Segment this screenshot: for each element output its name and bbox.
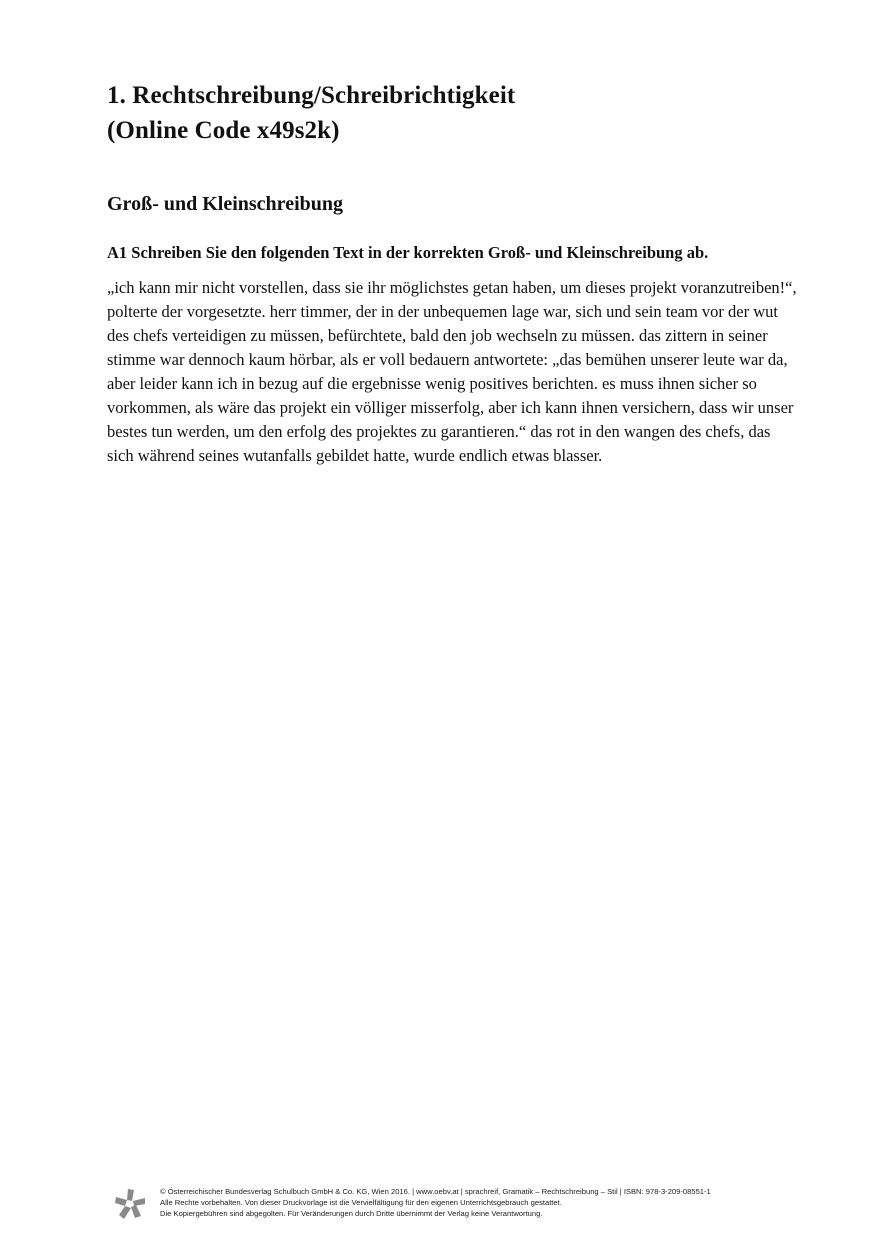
exercise-text: „ich kann mir nicht vorstellen, dass sie ihr möglichstes getan haben, um dieses projekt voranzutreiben!“, polterte der vorgesetzte. herr timmer, der in der unbequemen lage war, sich und sein team vor der wut des chefs verteidigen zu müssen, befürchtete, bald den job wechseln zu müssen. das zittern in seiner stimme war dennoch kaum hörbar, als er voll bedauern antwortete: „das bemühen unserer leute war da, aber leider kann ich in bezug auf die ergebnisse wenig positives berichten. es muss ihnen sicher so vorkommen, als wäre das projekt ein völliger misserfolg, aber ich kann ihnen versichern, dass wir unser bestes tun werden, um den erfolg des projektes zu garantieren.“ das rot in den wangen des chefs, das sich während seines wutanfalls gebildet hatte, wurde endlich etwas blasser.	[107, 278, 797, 465]
copyright-line-1: © Österreichischer Bundesverlag Schulbuch GmbH & Co. KG, Wien 2016. | www.oebv.at | sprachreif, Gramatik – Rechtschreibung – Stil | ISBN: 978-3-209-08551-1	[160, 1187, 711, 1196]
section-heading: Groß- und Kleinschreibung	[107, 193, 343, 215]
copyright-line-3: Die Kopiergebühren sind abgegolten. Für Veränderungen durch Dritte übernimmt der Verlag keine Verantwortung.	[160, 1209, 543, 1218]
oebv-asterisk-logo-icon	[114, 1188, 146, 1220]
task-instruction: A1 Schreiben Sie den folgenden Text in der korrekten Groß- und Kleinschreibung ab.	[107, 243, 709, 262]
copyright-notice	[160, 1186, 711, 1219]
page-title-line-2: (Online Code x49s2k)	[107, 117, 340, 144]
page-footer	[112, 1184, 812, 1224]
worksheet-content	[107, 78, 797, 468]
page-title	[107, 78, 787, 148]
copyright-line-2: Alle Rechte vorbehalten. Von dieser Druckvorlage ist die Vervielfältigung für den eigenen Unterrichtsgebrauch gestattet.	[160, 1198, 562, 1207]
page-title-line-1: 1. Rechtschreibung/Schreibrichtigkeit	[107, 82, 516, 109]
